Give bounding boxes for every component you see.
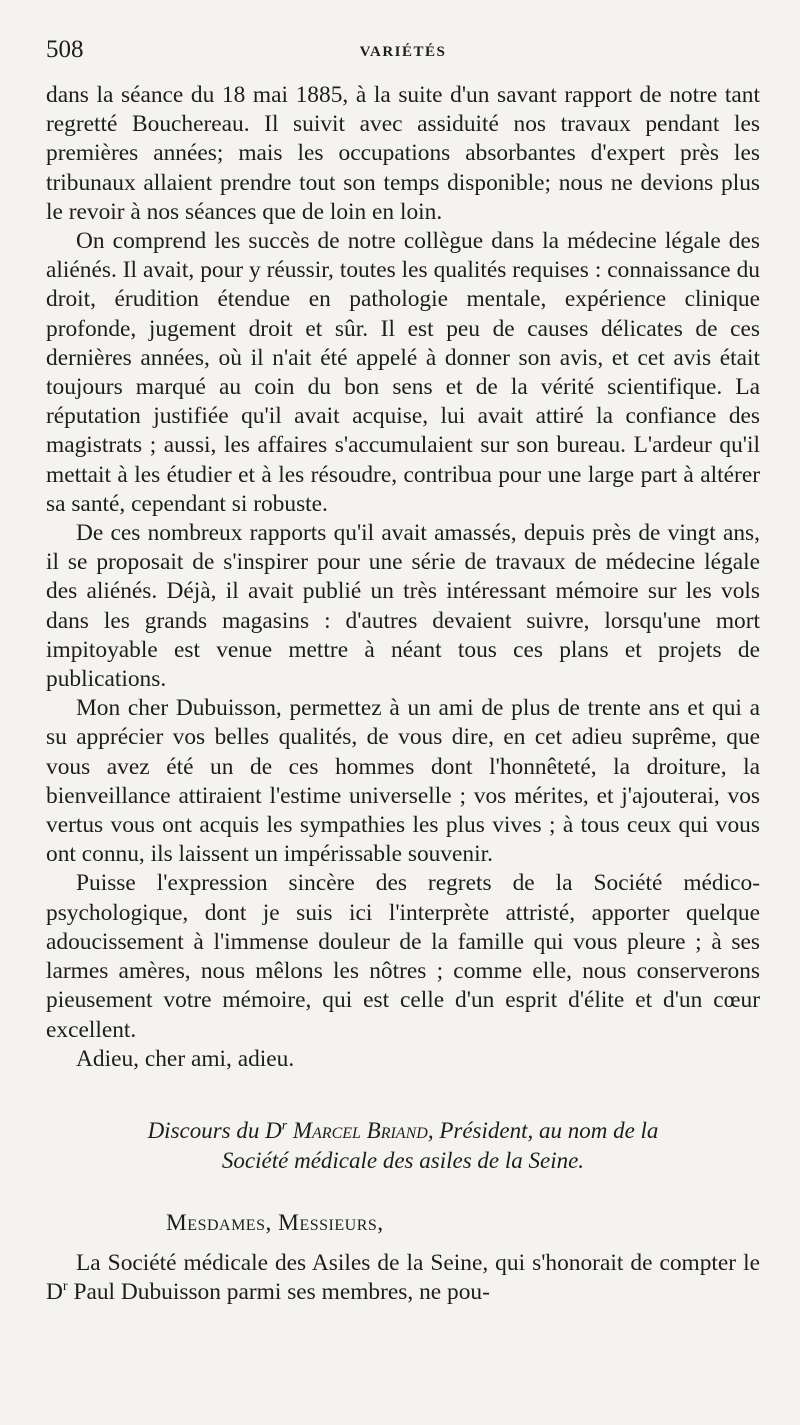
paragraph: On comprend les succès de notre collègue dans la médecine légale des aliénés. Il avait, pour y réussir, toutes les qualités requises : connaissance du droit, érudition étendue en pathologie mentale, expérience clinique profonde, jugement droit et sûr. Il est peu de causes délicates de ces dernières années, où il n'ait été appelé à donner son avis, et cet avis était toujours marqué au coin du bon sens et de la vérité scientifique. La réputation justifiée qu'il avait acquise, lui avait attiré la confiance des magistrats ; aussi, les affaires s'accumulaient sur son bureau. L'ardeur qu'il mettait à les étudier et à les résoudre, contribua pour une large part à altérer sa santé, cependant si robuste. bbox=[46, 228, 760, 517]
body-text-continued bbox=[46, 1249, 760, 1307]
page-number: 508 bbox=[46, 36, 84, 63]
running-head: VARIÉTÉS bbox=[359, 44, 447, 60]
speaker-name: Marcel Briand bbox=[292, 1117, 428, 1143]
paragraph-continued: dans la séance du 18 mai 1885, à la suite d'un savant rapport de notre tant regretté Bouchereau. Il suivit avec assiduité nos travaux pendant les premières années; mais les occupations absorbantes d'expert près les tribunaux allaient prendre tout son temps disponible; nous ne devions plus le revoir à nos séances que de loin en loin. bbox=[46, 82, 760, 225]
body-text bbox=[46, 81, 760, 1074]
paragraph: Mon cher Dubuisson, permettez à un ami de plus de trente ans et qui a su apprécier vos belles qualités, de vous dire, en cet adieu suprême, que vous avez été un de ces hommes dont l'honnêteté, la droiture, la bienveillance attiraient l'estime universelle ; vos mérites, et j'ajouterai, vos vertus vous ont acquis les sympathies les plus vives ; à tous ceux qui vous ont connu, ils laissent un impérissable souvenir. bbox=[46, 695, 760, 868]
discours-line-2: Société médicale des asiles de la Seine. bbox=[221, 1147, 585, 1173]
paragraph: De ces nombreux rapports qu'il avait amassés, depuis près de vingt ans, il se proposait de s'inspirer pour une série de travaux de médecine légale des aliénés. Déjà, il avait publié un très intéressant mémoire sur les vols dans les grands magasins : d'autres devaient suivre, lorsqu'une mort impitoyable est venue mettre à néant tous ces plans et projets de publications. bbox=[46, 520, 760, 693]
paragraph-farewell: Adieu, cher ami, adieu. bbox=[76, 1045, 295, 1072]
discours-line-1: Discours du $D^r$ Marcel Briand, Président, au nom de la bbox=[147, 1117, 659, 1143]
paragraph: Puisse l'expression sincère des regrets de la Société médico-psychologique, dont je suis ici l'interprète attristé, apporter quelque adoucissement à l'immense douleur de la famille qui vous pleure ; à ses larmes amères, nous mêlons les nôtres ; comme elle, nous conserverons pieusement votre mémoire, qui est celle d'un esprit d'élite et d'un cœur excellent. bbox=[46, 870, 760, 1043]
page-header bbox=[46, 34, 760, 78]
salutation: Mesdames, Messieurs, bbox=[166, 1209, 384, 1236]
discours-heading bbox=[46, 1116, 760, 1176]
paragraph: La Société médicale des Asiles de la Seine, qui s'honorait de compter le $D^r$ Paul Dubuisson parmi ses membres, ne pou- bbox=[46, 1249, 760, 1306]
